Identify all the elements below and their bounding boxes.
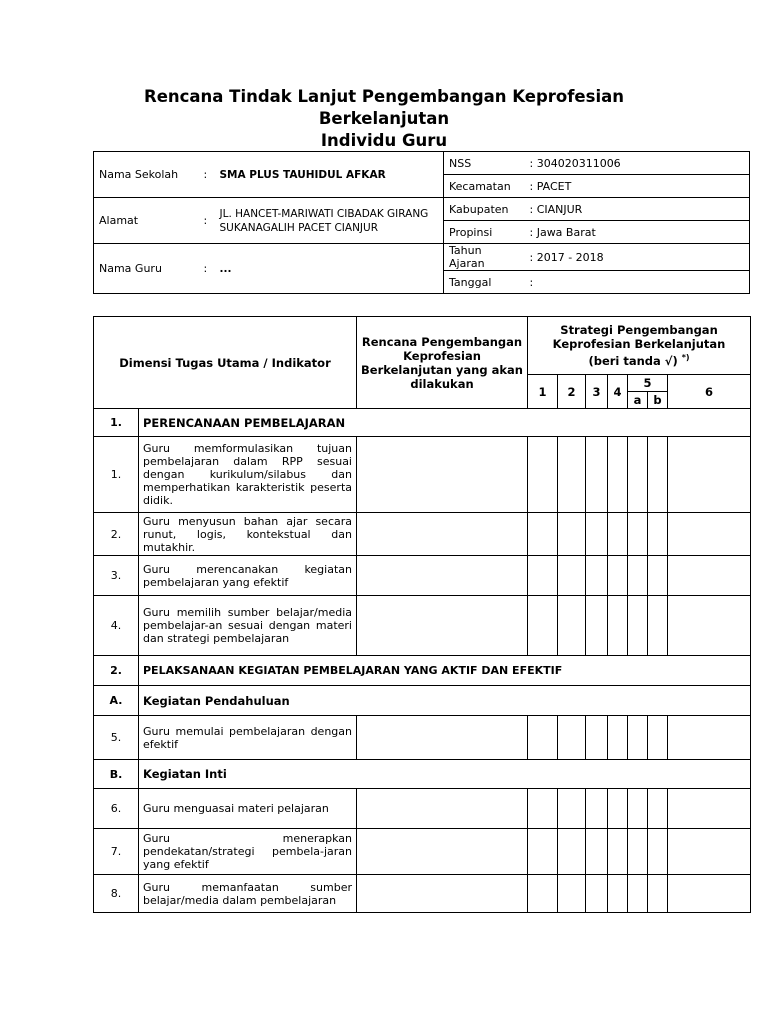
rencana-cell[interactable] [357, 513, 528, 556]
row-number: 5. [94, 716, 139, 760]
rencana-cell[interactable] [357, 875, 528, 913]
table-row [94, 556, 751, 596]
check-cell[interactable] [628, 437, 648, 513]
table-row [94, 596, 751, 656]
pkb-plan-table [93, 316, 751, 913]
check-cell[interactable] [528, 596, 558, 656]
rencana-cell[interactable] [357, 596, 528, 656]
row-number: 8. [94, 875, 139, 913]
subsection-letter: A. [94, 686, 139, 716]
row-indicator: Guru memanfaatan sumber belajar/media dalam pembelajaran [139, 875, 357, 913]
check-cell[interactable] [558, 513, 586, 556]
check-cell[interactable] [586, 437, 608, 513]
colon: : [204, 152, 216, 198]
check-cell[interactable] [668, 596, 751, 656]
col-header-4: 4 [608, 375, 628, 409]
colon: : [204, 244, 216, 294]
tahun-ajaran-label: Tahun Ajaran [444, 244, 524, 271]
row-number: 4. [94, 596, 139, 656]
check-cell[interactable] [668, 875, 751, 913]
nss-value: : 304020311006 [524, 152, 750, 175]
check-cell[interactable] [648, 789, 668, 829]
row-number: 2. [94, 513, 139, 556]
check-cell[interactable] [628, 875, 648, 913]
header-strategi [528, 317, 751, 375]
check-cell[interactable] [628, 829, 648, 875]
row-indicator: Guru memformulasikan tujuan pembelajaran dalam RPP sesuai dengan kurikulum/silabus dan memperhatikan karakteristik peserta didik. [139, 437, 357, 513]
check-cell[interactable] [608, 716, 628, 760]
col-header-5: 5 [628, 375, 668, 392]
check-cell[interactable] [668, 829, 751, 875]
header-strategi-text: Strategi Pengembangan Keprofesian Berkelanjutan [552, 323, 726, 352]
tahun-ajaran-value: : 2017 - 2018 [524, 244, 750, 271]
check-cell[interactable] [608, 789, 628, 829]
check-cell[interactable] [586, 513, 608, 556]
propinsi-value: : Jawa Barat [524, 221, 750, 244]
table-row [94, 875, 751, 913]
rencana-cell[interactable] [357, 789, 528, 829]
check-cell[interactable] [558, 875, 586, 913]
row-indicator: Guru menerapkan pendekatan/strategi pembela-jaran yang efektif [139, 829, 357, 875]
table-row [94, 829, 751, 875]
section-row [94, 656, 751, 686]
footnote-mark: *) [681, 353, 690, 363]
section-title: PERENCANAAN PEMBELAJARAN [139, 409, 751, 437]
row-indicator: Guru merencanakan kegiatan pembelajaran yang efektif [139, 556, 357, 596]
subsection-title: Kegiatan Inti [139, 760, 751, 789]
check-cell[interactable] [608, 596, 628, 656]
rencana-cell[interactable] [357, 437, 528, 513]
subsection-row [94, 760, 751, 789]
check-cell[interactable] [628, 556, 648, 596]
alamat-value: JL. HANCET-MARIWATI CIBADAK GIRANG SUKANAGALIH PACET CIANJUR [216, 198, 444, 244]
check-cell[interactable] [648, 556, 668, 596]
nama-sekolah-label: Nama Sekolah [94, 152, 204, 198]
beri-tanda-text: (beri tanda √) [588, 353, 678, 368]
tanggal-value: : [524, 271, 750, 294]
nama-guru-value: ... [216, 244, 444, 294]
check-cell[interactable] [558, 596, 586, 656]
row-indicator: Guru memulai pembelajaran dengan efektif [139, 716, 357, 760]
check-cell[interactable] [528, 875, 558, 913]
col-header-6: 6 [668, 375, 751, 409]
check-cell[interactable] [528, 789, 558, 829]
check-cell[interactable] [648, 875, 668, 913]
check-cell[interactable] [648, 596, 668, 656]
check-cell[interactable] [668, 437, 751, 513]
check-cell[interactable] [558, 829, 586, 875]
col-header-2: 2 [558, 375, 586, 409]
section-number: 2. [94, 656, 139, 686]
check-cell[interactable] [648, 437, 668, 513]
check-cell[interactable] [668, 716, 751, 760]
check-cell[interactable] [586, 875, 608, 913]
check-cell[interactable] [648, 513, 668, 556]
subsection-letter: B. [94, 760, 139, 789]
col-header-1: 1 [528, 375, 558, 409]
title-line-1: Rencana Tindak Lanjut Pengembangan Keprofesian Berkelanjutan [144, 87, 624, 128]
check-cell[interactable] [528, 513, 558, 556]
check-cell[interactable] [528, 716, 558, 760]
section-row [94, 409, 751, 437]
check-cell[interactable] [648, 829, 668, 875]
row-indicator: Guru memilih sumber belajar/media pembelajar-an sesuai dengan materi dan strategi pembelajaran [139, 596, 357, 656]
kecamatan-label: Kecamatan [444, 175, 524, 198]
check-cell[interactable] [586, 789, 608, 829]
check-cell[interactable] [628, 716, 648, 760]
section-title: PELAKSANAAN KEGIATAN PEMBELAJARAN YANG AKTIF DAN EFEKTIF [139, 656, 751, 686]
check-cell[interactable] [608, 437, 628, 513]
kabupaten-value: : CIANJUR [524, 198, 750, 221]
check-cell[interactable] [586, 556, 608, 596]
table-row [94, 513, 751, 556]
header-beri-tanda [532, 351, 746, 368]
tanggal-label: Tanggal [444, 271, 524, 294]
check-cell[interactable] [668, 513, 751, 556]
propinsi-label: Propinsi [444, 221, 524, 244]
check-cell[interactable] [558, 556, 586, 596]
row-number: 6. [94, 789, 139, 829]
nama-guru-label: Nama Guru [94, 244, 204, 294]
colon: : [204, 198, 216, 244]
section-number: 1. [94, 409, 139, 437]
check-cell[interactable] [558, 437, 586, 513]
check-cell[interactable] [628, 513, 648, 556]
check-cell[interactable] [628, 596, 648, 656]
title-line-2: Individu Guru [320, 131, 448, 150]
col-header-5a: a [628, 392, 648, 409]
row-indicator: Guru menguasai materi pelajaran [139, 789, 357, 829]
document-title [80, 86, 688, 152]
subsection-title: Kegiatan Pendahuluan [139, 686, 751, 716]
alamat-label: Alamat [94, 198, 204, 244]
check-cell[interactable] [608, 513, 628, 556]
check-cell[interactable] [586, 596, 608, 656]
school-info-table [93, 151, 750, 294]
check-cell[interactable] [586, 829, 608, 875]
row-number: 3. [94, 556, 139, 596]
check-cell[interactable] [668, 789, 751, 829]
nama-sekolah-value: SMA PLUS TAUHIDUL AFKAR [216, 152, 444, 198]
check-cell[interactable] [528, 829, 558, 875]
check-cell[interactable] [558, 716, 586, 760]
kabupaten-label: Kabupaten [444, 198, 524, 221]
check-cell[interactable] [586, 716, 608, 760]
table-row [94, 437, 751, 513]
table-row [94, 716, 751, 760]
check-cell[interactable] [608, 556, 628, 596]
check-cell[interactable] [608, 875, 628, 913]
check-cell[interactable] [528, 556, 558, 596]
subsection-row [94, 686, 751, 716]
row-number: 7. [94, 829, 139, 875]
row-indicator: Guru menyusun bahan ajar secara runut, logis, kontekstual dan mutakhir. [139, 513, 357, 556]
check-cell[interactable] [668, 556, 751, 596]
check-cell[interactable] [608, 829, 628, 875]
header-rencana: Rencana Pengembangan Keprofesian Berkelanjutan yang akan dilakukan [357, 317, 528, 409]
rencana-cell[interactable] [357, 829, 528, 875]
header-dimensi: Dimensi Tugas Utama / Indikator [94, 317, 357, 409]
col-header-3: 3 [586, 375, 608, 409]
rencana-cell[interactable] [357, 556, 528, 596]
kecamatan-value: : PACET [524, 175, 750, 198]
check-cell[interactable] [558, 789, 586, 829]
nss-label: NSS [444, 152, 524, 175]
check-cell[interactable] [648, 716, 668, 760]
row-number: 1. [94, 437, 139, 513]
col-header-5b: b [648, 392, 668, 409]
check-cell[interactable] [628, 789, 648, 829]
rencana-cell[interactable] [357, 716, 528, 760]
table-row [94, 789, 751, 829]
check-cell[interactable] [528, 437, 558, 513]
